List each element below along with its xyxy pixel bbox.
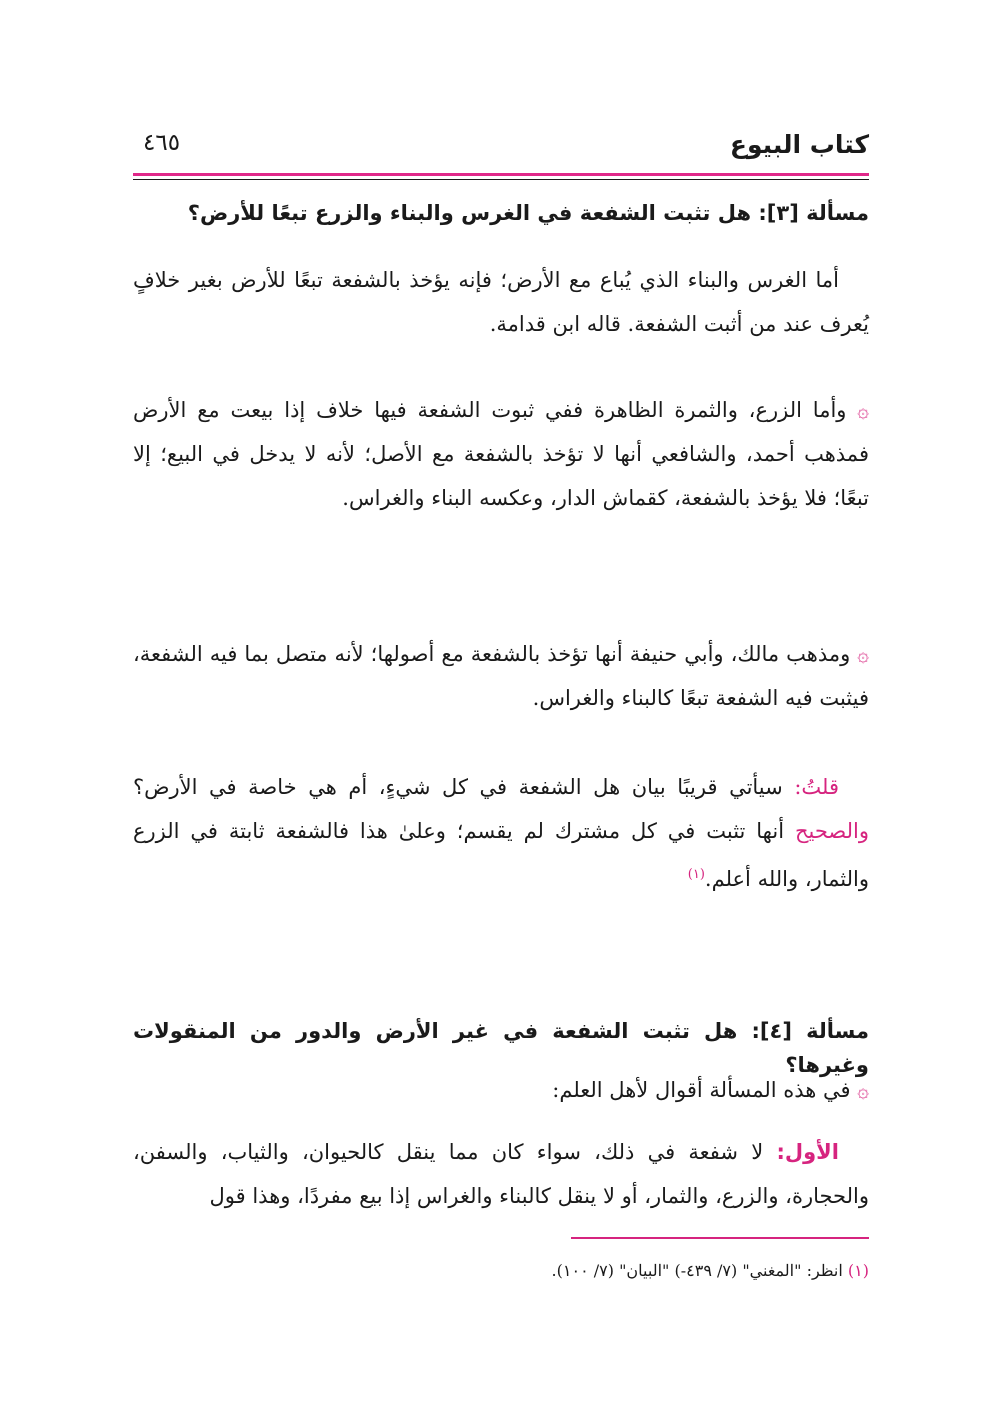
footnote-reference[interactable]: (١) [687,867,705,882]
ornament-icon: ۞ [857,398,869,422]
ornament-icon: ۞ [857,642,869,666]
paragraph-1: أما الغرس والبناء الذي يُباع مع الأرض؛ فإنه يؤخذ بالشفعة تبعًا للأرض بغير خلافٍ يُعرف عند من أثبت الشفعة. قاله ابن قدامة. [133,268,869,336]
footnote [133,1258,869,1284]
footnote-number: (١) [847,1261,869,1280]
paragraph-5-text: في هذه المسألة أقوال لأهل العلم: [552,1078,851,1102]
question-3-heading [133,196,869,230]
question-4-label: مسألة [٤]: [751,1019,869,1043]
footnote-text: انظر: "المغني" (٧/ ٤٣٩-) "البيان" (٧/ ١٠٠). [551,1261,843,1280]
paragraph-4 [133,765,869,901]
paragraph-6-text: لا شفعة في ذلك، سواء كان مما ينقل كالحيوان، والثياب، والسفن، والحجارة، والزرع، والثمار، أو لا ينقل كالبناء والغراس إذا بيع مفردًا، وهذا قول [133,1140,869,1208]
ornament-icon: ۞ [857,1078,869,1102]
question-3-title: هل تثبت الشفعة في الغرس والبناء والزرع تبعًا للأرض؟ [187,201,752,225]
paragraph-2-text: وأما الزرع، والثمرة الظاهرة ففي ثبوت الشفعة فيها خلاف إذا بيعت مع الأرض فمذهب أحمد، والشافعي أنها لا تؤخذ بالشفعة مع الأصل؛ لأنه لا يدخل في البيع؛ إلا تبعًا؛ فلا يؤخذ بالشفعة، كقماش الدار، وعكسه البناء والغراس. [133,398,869,510]
sahih-label: والصحيح [794,819,869,843]
paragraph-3-text: ومذهب مالك، وأبي حنيفة أنها تؤخذ بالشفعة مع أصولها؛ لأنه متصل بما فيه الشفعة، فيثبت فيه الشفعة تبعًا كالبناء والغراس. [133,642,869,710]
header-title: كتاب البيوع [729,130,869,159]
header-rule-black [133,179,869,180]
page-number: ٤٦٥ [143,130,181,156]
page-header [133,130,869,170]
paragraph-4-text-2: أنها تثبت في كل مشترك لم يقسم؛ وعلىٰ هذا فالشفعة ثابتة في الزرع والثمار، والله أعلم. [133,819,869,891]
header-rule-pink [133,173,869,176]
question-4-title: هل تثبت الشفعة في غير الأرض والدور من المنقولات وغيرها؟ [133,1019,869,1077]
question-3-label: مسألة [٣]: [758,201,869,225]
paragraph-6 [133,1130,869,1218]
paragraph-2 [133,388,869,520]
paragraph-5 [133,1068,869,1112]
first-opinion-label: الأول: [776,1140,839,1164]
paragraph-3 [133,632,869,720]
qultu-label: قلتُ: [794,775,839,799]
paragraph-4-text-1: سيأتي قريبًا بيان هل الشفعة في كل شيءٍ، أم هي خاصة في الأرض؟ [133,775,795,799]
footnote-rule [571,1237,869,1239]
